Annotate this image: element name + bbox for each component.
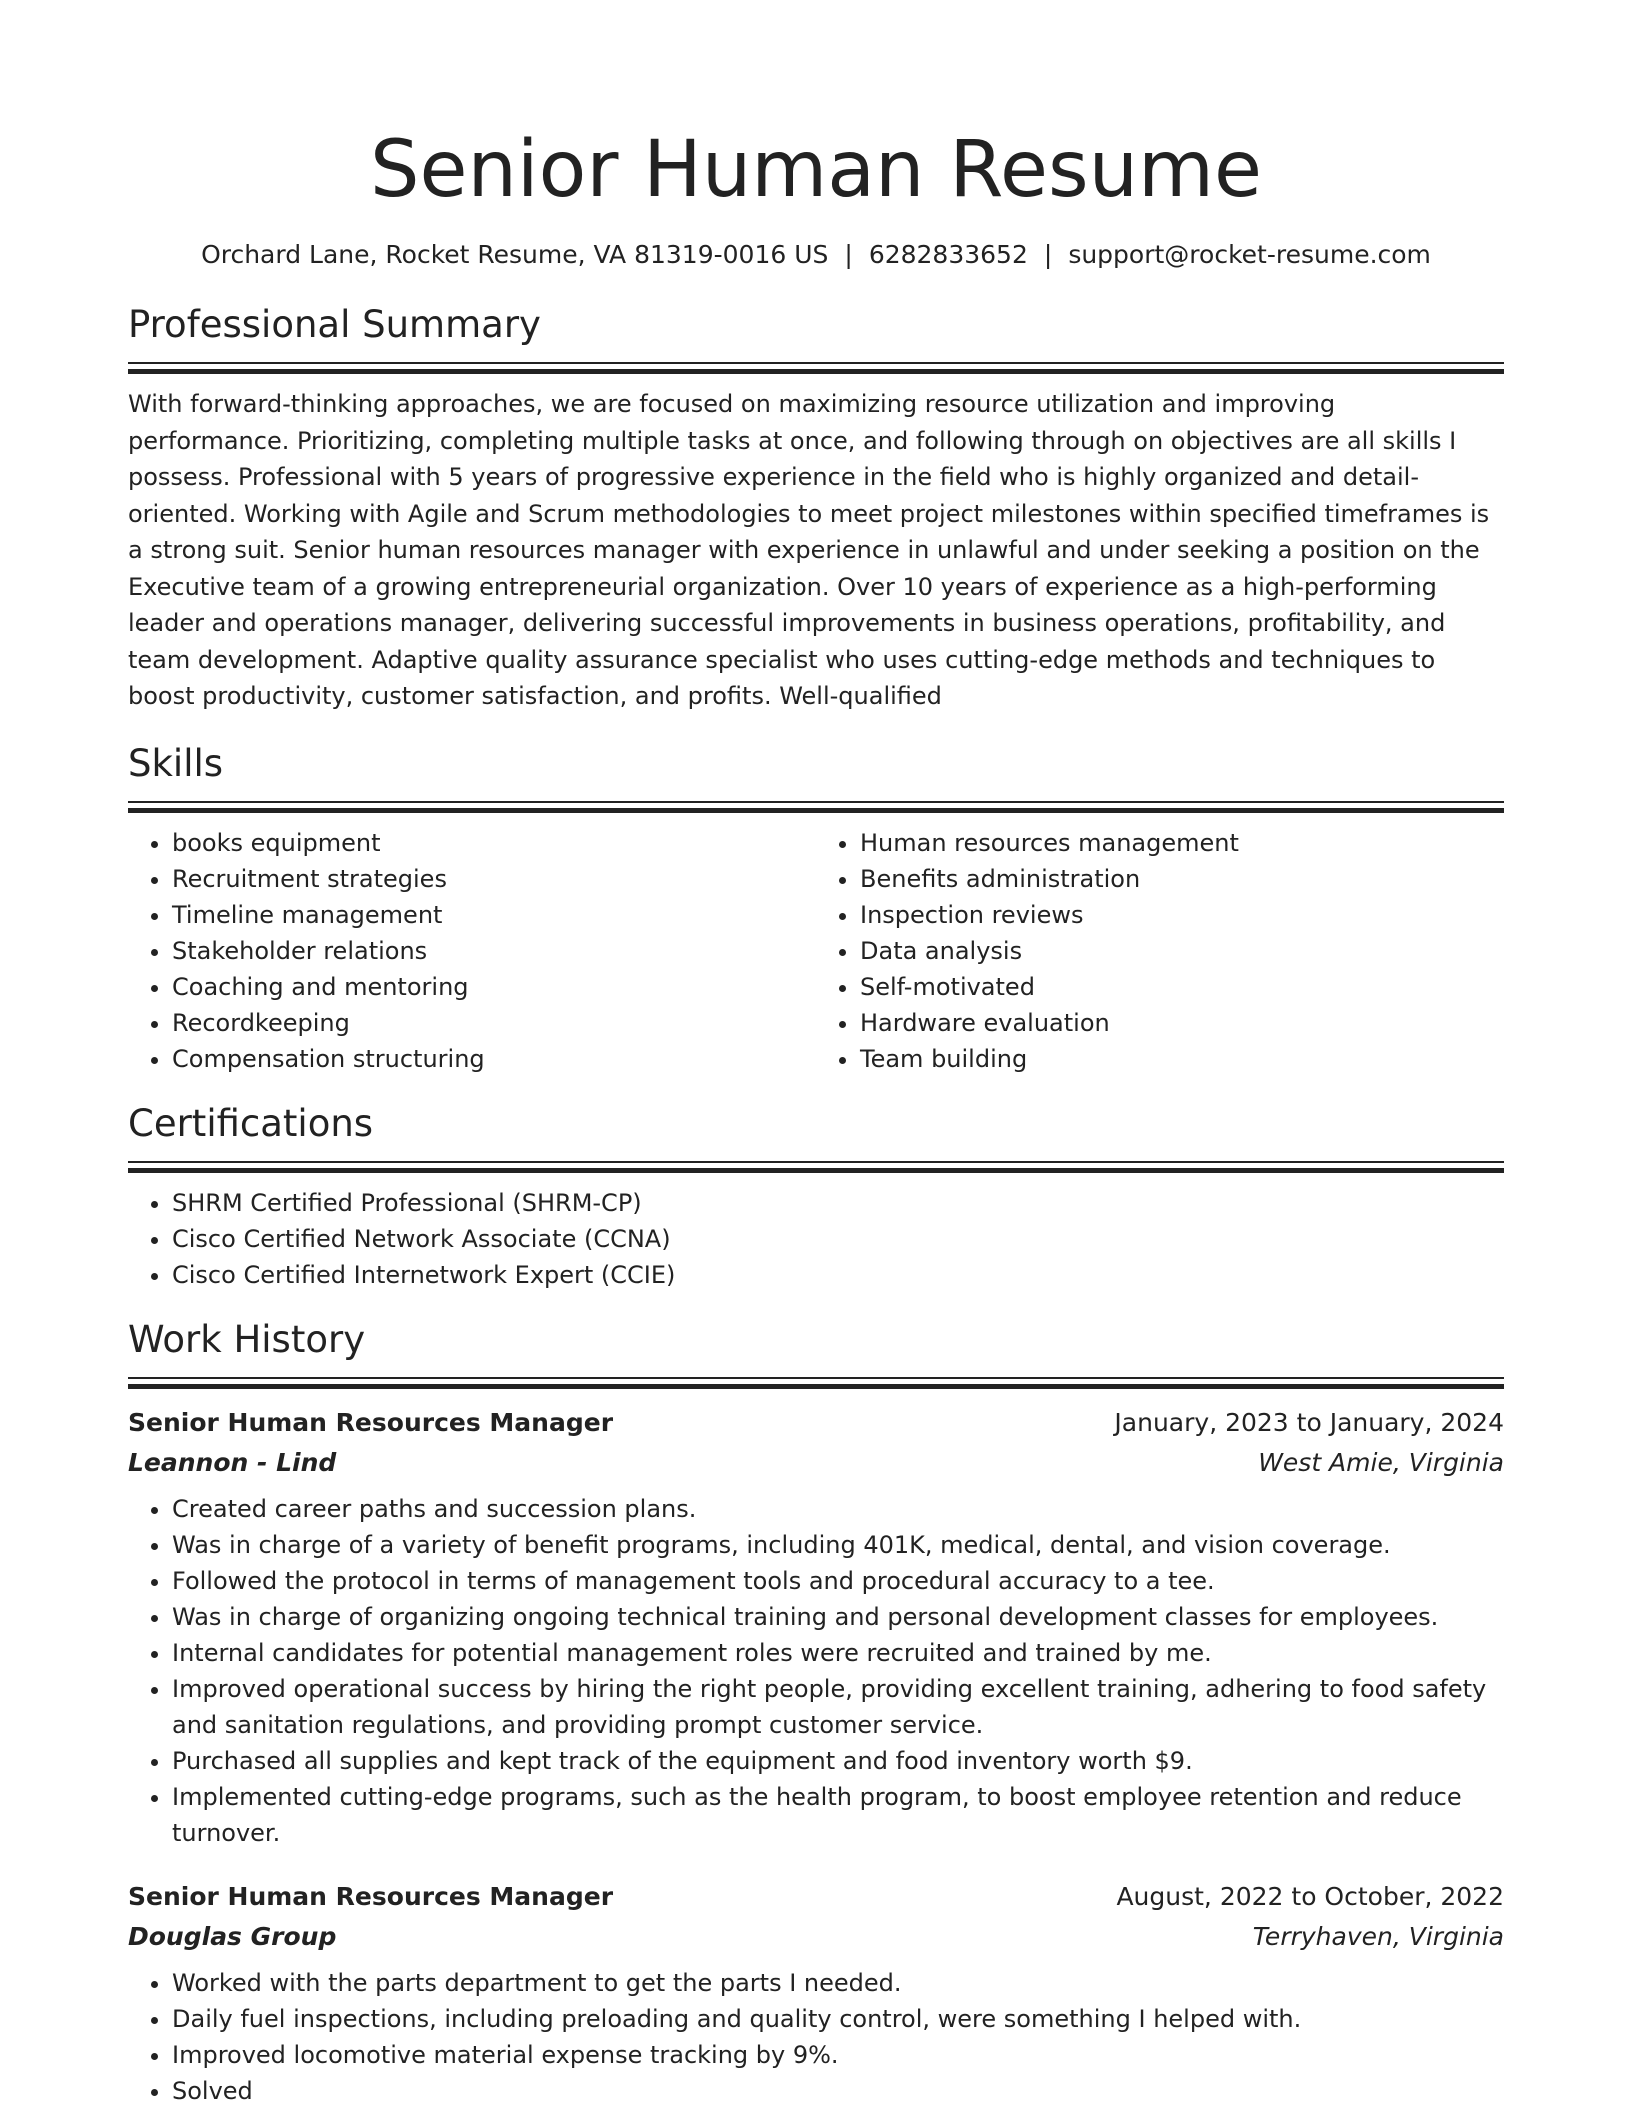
list-item: • Recruitment strategies: [172, 861, 816, 897]
list-item: • Coaching and mentoring: [172, 969, 816, 1005]
section-heading-skills: Skills: [128, 741, 224, 785]
list-item: • Was in charge of a variety of benefit programs, including 401K, medical, dental, and vision coverage.: [172, 1527, 1504, 1563]
job-dates: January, 2023 to January, 2024: [1114, 1407, 1504, 1437]
list-item: • Was in charge of organizing ongoing technical training and personal development classes for employees.: [172, 1599, 1504, 1635]
list-item: • Benefits administration: [860, 861, 1504, 897]
job-company: Douglas Group: [128, 1921, 337, 1951]
list-item: • Solved: [172, 2073, 1504, 2109]
list-item: • Compensation structuring: [172, 1041, 816, 1077]
job-title: Senior Human Resources Manager: [128, 1407, 614, 1437]
section-divider: [128, 801, 1504, 813]
list-item: • Followed the protocol in terms of management tools and procedural accuracy to a tee.: [172, 1563, 1504, 1599]
job-subheader: [128, 1917, 1504, 1957]
contact-separator: |: [844, 240, 853, 269]
section-heading-certifications: Certifications: [128, 1101, 374, 1145]
list-item: • Stakeholder relations: [172, 933, 816, 969]
skills-columns: [128, 825, 1504, 1077]
list-item: • Created career paths and succession plans.: [172, 1491, 1504, 1527]
job-title: Senior Human Resources Manager: [128, 1881, 614, 1911]
list-item: • Improved locomotive material expense tracking by 9%.: [172, 2037, 1504, 2073]
job-dates: August, 2022 to October, 2022: [1116, 1881, 1504, 1911]
list-item: • SHRM Certified Professional (SHRM-CP): [172, 1185, 1504, 1221]
resume-title: Senior Human Resume: [369, 125, 1262, 215]
section-divider: [128, 1377, 1504, 1389]
section-divider: [128, 1161, 1504, 1173]
list-item: • Timeline management: [172, 897, 816, 933]
list-item: • Internal candidates for potential management roles were recruited and trained by me.: [172, 1635, 1504, 1671]
list-item: • Inspection reviews: [860, 897, 1504, 933]
contact-email: support@rocket-resume.com: [1068, 240, 1431, 269]
contact-line: [128, 238, 1504, 272]
list-item: • books equipment: [172, 825, 816, 861]
job-company: Leannon - Lind: [128, 1447, 337, 1477]
list-item: • Hardware evaluation: [860, 1005, 1504, 1041]
list-item: • Cisco Certified Internetwork Expert (CCIE): [172, 1257, 1504, 1293]
list-item: • Worked with the parts department to get the parts I needed.: [172, 1965, 1504, 2001]
job-bullet-list: [128, 1491, 1504, 1851]
list-item: • Cisco Certified Network Associate (CCNA): [172, 1221, 1504, 1257]
list-item: • Recordkeeping: [172, 1005, 816, 1041]
section-heading-summary: Professional Summary: [128, 303, 541, 346]
list-item: • Improved operational success by hiring the right people, providing excellent training, adhering to food safety and sanitation regulations, and providing prompt customer service.: [172, 1671, 1504, 1743]
contact-separator: |: [1043, 240, 1053, 269]
job-location: Terryhaven, Virginia: [1252, 1921, 1504, 1951]
section-divider: [128, 362, 1504, 374]
summary-section: [128, 302, 1504, 715]
job-subheader: [128, 1443, 1504, 1483]
skills-list-left: [128, 825, 816, 1077]
list-item: • Data analysis: [860, 933, 1504, 969]
job-entry: [128, 1403, 1504, 1851]
list-item: • Daily fuel inspections, including preloading and quality control, were something I helped with.: [172, 2001, 1504, 2037]
job-bullet-list: [128, 1965, 1504, 2109]
job-header: [128, 1403, 1504, 1443]
list-item: • Team building: [860, 1041, 1504, 1077]
certifications-section: [128, 1101, 1504, 1293]
list-item: • Purchased all supplies and kept track of the equipment and food inventory worth $9.: [172, 1743, 1504, 1779]
work-history-section: [128, 1317, 1504, 2109]
skills-list-right: [816, 825, 1504, 1077]
job-entry: [128, 1877, 1504, 2109]
list-item: • Human resources management: [860, 825, 1504, 861]
contact-address: Orchard Lane, Rocket Resume, VA 81319-0016 US: [201, 240, 829, 269]
skills-section: [128, 741, 1504, 1077]
list-item: • Implemented cutting-edge programs, such as the health program, to boost employee retention and reduce turnover.: [172, 1779, 1504, 1851]
job-header: [128, 1877, 1504, 1917]
summary-text: With forward-thinking approaches, we are focused on maximizing resource utilization and improving performance. Prioritizing, completing multiple tasks at once, and following through on objectives are all skills I possess. Professional with 5 years of progressive experience in the field who is highly organized and detail-oriented. Working with Agile and Scrum methodologies to meet project milestones within specified timeframes is a strong suit. Senior human resources manager with experience in unlawful and under seeking a position on the Executive team of a growing entrepreneurial organization. Over 10 years of experience as a high-performing leader and operations manager, delivering successful improvements in business operations, profitability, and team development. Adaptive quality assurance specialist who uses cutting-edge methods and techniques to boost productivity, customer satisfaction, and profits. Well-qualified: [128, 390, 1490, 710]
job-location: West Amie, Virginia: [1258, 1447, 1504, 1477]
section-heading-work-history: Work History: [128, 1317, 366, 1361]
certifications-list: [128, 1185, 1504, 1293]
list-item: • Self-motivated: [860, 969, 1504, 1005]
contact-phone: 6282833652: [868, 240, 1028, 269]
